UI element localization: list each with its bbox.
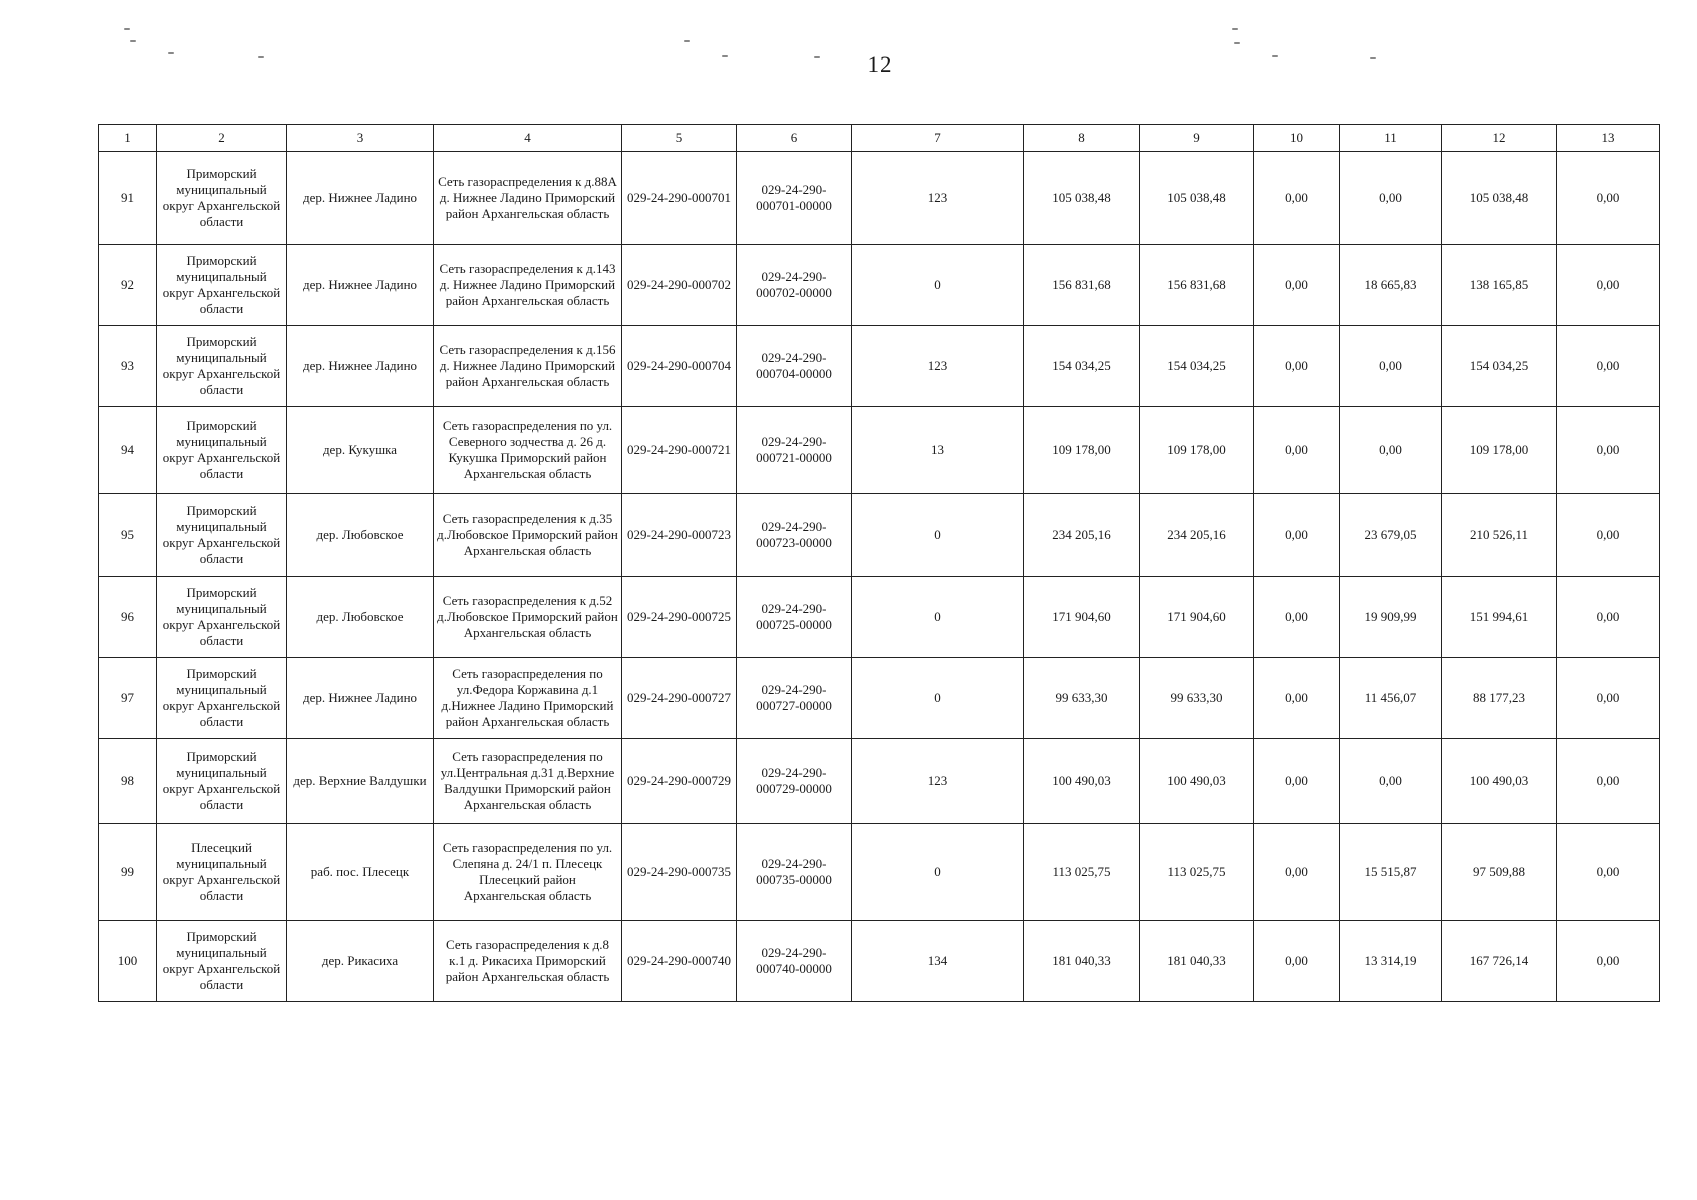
table-row	[99, 921, 1660, 1002]
col13-cell: 0,00	[1557, 494, 1660, 577]
col13-cell: 0,00	[1557, 326, 1660, 407]
data-table	[98, 124, 1660, 1002]
code-cell: 029-24-290-000702	[622, 245, 737, 326]
settlement-cell: дер. Нижнее Ладино	[287, 326, 434, 407]
col11-cell: 0,00	[1340, 326, 1442, 407]
row-number: 97	[99, 658, 157, 739]
col12-cell: 88 177,23	[1442, 658, 1557, 739]
column-number: 2	[157, 125, 287, 152]
column-number: 8	[1024, 125, 1140, 152]
full-code-cell: 029-24-290-000729-00000	[737, 739, 852, 824]
scan-speck	[168, 52, 174, 54]
col7-cell: 0	[852, 824, 1024, 921]
col8-cell: 99 633,30	[1024, 658, 1140, 739]
col8-cell: 156 831,68	[1024, 245, 1140, 326]
col9-cell: 99 633,30	[1140, 658, 1254, 739]
full-code-cell: 029-24-290-000723-00000	[737, 494, 852, 577]
col8-cell: 113 025,75	[1024, 824, 1140, 921]
object-cell: Сеть газораспределения к д.8 к.1 д. Рикасиха Приморский район Архангельская область	[434, 921, 622, 1002]
col11-cell: 11 456,07	[1340, 658, 1442, 739]
code-cell: 029-24-290-000725	[622, 577, 737, 658]
col9-cell: 234 205,16	[1140, 494, 1254, 577]
col8-cell: 171 904,60	[1024, 577, 1140, 658]
scan-speck	[1232, 28, 1238, 30]
col11-cell: 0,00	[1340, 407, 1442, 494]
scan-speck	[684, 40, 690, 42]
col7-cell: 0	[852, 245, 1024, 326]
col12-cell: 109 178,00	[1442, 407, 1557, 494]
col8-cell: 234 205,16	[1024, 494, 1140, 577]
code-cell: 029-24-290-000723	[622, 494, 737, 577]
table-row	[99, 824, 1660, 921]
scan-speck	[130, 40, 136, 42]
municipality-cell: Плесецкий муниципальный округ Архангельской области	[157, 824, 287, 921]
col10-cell: 0,00	[1254, 577, 1340, 658]
col12-cell: 167 726,14	[1442, 921, 1557, 1002]
column-number: 11	[1340, 125, 1442, 152]
code-cell: 029-24-290-000727	[622, 658, 737, 739]
full-code-cell: 029-24-290-000704-00000	[737, 326, 852, 407]
col9-cell: 171 904,60	[1140, 577, 1254, 658]
col7-cell: 123	[852, 326, 1024, 407]
object-cell: Сеть газораспределения к д.35 д.Любовское Приморский район Архангельская область	[434, 494, 622, 577]
scan-speck	[722, 55, 728, 57]
row-number: 99	[99, 824, 157, 921]
settlement-cell: дер. Нижнее Ладино	[287, 245, 434, 326]
col11-cell: 13 314,19	[1340, 921, 1442, 1002]
code-cell: 029-24-290-000701	[622, 152, 737, 245]
col7-cell: 0	[852, 658, 1024, 739]
object-cell: Сеть газораспределения к д.52 д.Любовское Приморский район Архангельская область	[434, 577, 622, 658]
column-number: 4	[434, 125, 622, 152]
row-number: 100	[99, 921, 157, 1002]
table-row	[99, 577, 1660, 658]
municipality-cell: Приморский муниципальный округ Архангельской области	[157, 577, 287, 658]
settlement-cell: раб. пос. Плесецк	[287, 824, 434, 921]
col9-cell: 113 025,75	[1140, 824, 1254, 921]
code-cell: 029-24-290-000704	[622, 326, 737, 407]
col8-cell: 100 490,03	[1024, 739, 1140, 824]
col13-cell: 0,00	[1557, 658, 1660, 739]
full-code-cell: 029-24-290-000740-00000	[737, 921, 852, 1002]
col12-cell: 100 490,03	[1442, 739, 1557, 824]
column-number: 13	[1557, 125, 1660, 152]
code-cell: 029-24-290-000740	[622, 921, 737, 1002]
object-cell: Сеть газораспределения по ул.Центральная д.31 д.Верхние Валдушки Приморский район Архангельская область	[434, 739, 622, 824]
full-code-cell: 029-24-290-000721-00000	[737, 407, 852, 494]
col12-cell: 154 034,25	[1442, 326, 1557, 407]
col8-cell: 109 178,00	[1024, 407, 1140, 494]
col8-cell: 105 038,48	[1024, 152, 1140, 245]
table-row	[99, 245, 1660, 326]
col10-cell: 0,00	[1254, 407, 1340, 494]
full-code-cell: 029-24-290-000725-00000	[737, 577, 852, 658]
column-number: 5	[622, 125, 737, 152]
municipality-cell: Приморский муниципальный округ Архангельской области	[157, 921, 287, 1002]
col12-cell: 151 994,61	[1442, 577, 1557, 658]
col7-cell: 123	[852, 152, 1024, 245]
object-cell: Сеть газораспределения по ул. Слепяна д. 24/1 п. Плесецк Плесецкий район Архангельская область	[434, 824, 622, 921]
col10-cell: 0,00	[1254, 921, 1340, 1002]
col13-cell: 0,00	[1557, 739, 1660, 824]
col11-cell: 0,00	[1340, 152, 1442, 245]
col11-cell: 23 679,05	[1340, 494, 1442, 577]
settlement-cell: дер. Верхние Валдушки	[287, 739, 434, 824]
object-cell: Сеть газораспределения к д.143 д. Нижнее Ладино Приморский район Архангельская область	[434, 245, 622, 326]
table-row	[99, 407, 1660, 494]
col9-cell: 100 490,03	[1140, 739, 1254, 824]
settlement-cell: дер. Любовское	[287, 577, 434, 658]
column-number: 1	[99, 125, 157, 152]
column-number: 6	[737, 125, 852, 152]
col7-cell: 123	[852, 739, 1024, 824]
page-number: 12	[867, 52, 893, 77]
code-cell: 029-24-290-000721	[622, 407, 737, 494]
col13-cell: 0,00	[1557, 577, 1660, 658]
col10-cell: 0,00	[1254, 658, 1340, 739]
col11-cell: 18 665,83	[1340, 245, 1442, 326]
col11-cell: 0,00	[1340, 739, 1442, 824]
municipality-cell: Приморский муниципальный округ Архангельской области	[157, 494, 287, 577]
col11-cell: 15 515,87	[1340, 824, 1442, 921]
table-row	[99, 739, 1660, 824]
col9-cell: 154 034,25	[1140, 326, 1254, 407]
col12-cell: 105 038,48	[1442, 152, 1557, 245]
col10-cell: 0,00	[1254, 824, 1340, 921]
table-row	[99, 658, 1660, 739]
column-number: 7	[852, 125, 1024, 152]
row-number: 93	[99, 326, 157, 407]
row-number: 96	[99, 577, 157, 658]
settlement-cell: дер. Кукушка	[287, 407, 434, 494]
settlement-cell: дер. Рикасиха	[287, 921, 434, 1002]
column-number: 9	[1140, 125, 1254, 152]
row-number: 91	[99, 152, 157, 245]
col10-cell: 0,00	[1254, 152, 1340, 245]
col10-cell: 0,00	[1254, 245, 1340, 326]
full-code-cell: 029-24-290-000701-00000	[737, 152, 852, 245]
col8-cell: 181 040,33	[1024, 921, 1140, 1002]
settlement-cell: дер. Нижнее Ладино	[287, 152, 434, 245]
col13-cell: 0,00	[1557, 824, 1660, 921]
col7-cell: 13	[852, 407, 1024, 494]
row-number: 92	[99, 245, 157, 326]
municipality-cell: Приморский муниципальный округ Архангельской области	[157, 658, 287, 739]
table-row	[99, 494, 1660, 577]
col13-cell: 0,00	[1557, 407, 1660, 494]
col9-cell: 109 178,00	[1140, 407, 1254, 494]
column-number: 10	[1254, 125, 1340, 152]
full-code-cell: 029-24-290-000735-00000	[737, 824, 852, 921]
row-number: 98	[99, 739, 157, 824]
object-cell: Сеть газораспределения по ул. Северного зодчества д. 26 д. Кукушка Приморский район Архангельская область	[434, 407, 622, 494]
col12-cell: 138 165,85	[1442, 245, 1557, 326]
scan-speck	[814, 56, 820, 58]
col13-cell: 0,00	[1557, 152, 1660, 245]
municipality-cell: Приморский муниципальный округ Архангельской области	[157, 326, 287, 407]
settlement-cell: дер. Любовское	[287, 494, 434, 577]
scan-speck	[1234, 42, 1240, 44]
row-number: 95	[99, 494, 157, 577]
municipality-cell: Приморский муниципальный округ Архангельской области	[157, 739, 287, 824]
scan-speck	[1272, 55, 1278, 57]
col13-cell: 0,00	[1557, 245, 1660, 326]
col7-cell: 0	[852, 577, 1024, 658]
col11-cell: 19 909,99	[1340, 577, 1442, 658]
municipality-cell: Приморский муниципальный округ Архангельской области	[157, 152, 287, 245]
municipality-cell: Приморский муниципальный округ Архангельской области	[157, 407, 287, 494]
scan-speck	[258, 56, 264, 58]
object-cell: Сеть газораспределения к д.156 д. Нижнее Ладино Приморский район Архангельская область	[434, 326, 622, 407]
col10-cell: 0,00	[1254, 326, 1340, 407]
full-code-cell: 029-24-290-000702-00000	[737, 245, 852, 326]
table-row	[99, 326, 1660, 407]
scan-speck	[1370, 57, 1376, 59]
code-cell: 029-24-290-000735	[622, 824, 737, 921]
col12-cell: 210 526,11	[1442, 494, 1557, 577]
col7-cell: 134	[852, 921, 1024, 1002]
scan-speck	[124, 28, 130, 30]
col13-cell: 0,00	[1557, 921, 1660, 1002]
col9-cell: 181 040,33	[1140, 921, 1254, 1002]
col9-cell: 156 831,68	[1140, 245, 1254, 326]
object-cell: Сеть газораспределения к д.88А д. Нижнее Ладино Приморский район Архангельская область	[434, 152, 622, 245]
col10-cell: 0,00	[1254, 739, 1340, 824]
code-cell: 029-24-290-000729	[622, 739, 737, 824]
column-number: 3	[287, 125, 434, 152]
col7-cell: 0	[852, 494, 1024, 577]
table-row	[99, 152, 1660, 245]
col10-cell: 0,00	[1254, 494, 1340, 577]
municipality-cell: Приморский муниципальный округ Архангельской области	[157, 245, 287, 326]
col8-cell: 154 034,25	[1024, 326, 1140, 407]
full-code-cell: 029-24-290-000727-00000	[737, 658, 852, 739]
settlement-cell: дер. Нижнее Ладино	[287, 658, 434, 739]
col12-cell: 97 509,88	[1442, 824, 1557, 921]
object-cell: Сеть газораспределения по ул.Федора Коржавина д.1 д.Нижнее Ладино Приморский район Архангельская область	[434, 658, 622, 739]
column-number-row	[99, 125, 1660, 152]
column-number: 12	[1442, 125, 1557, 152]
row-number: 94	[99, 407, 157, 494]
col9-cell: 105 038,48	[1140, 152, 1254, 245]
